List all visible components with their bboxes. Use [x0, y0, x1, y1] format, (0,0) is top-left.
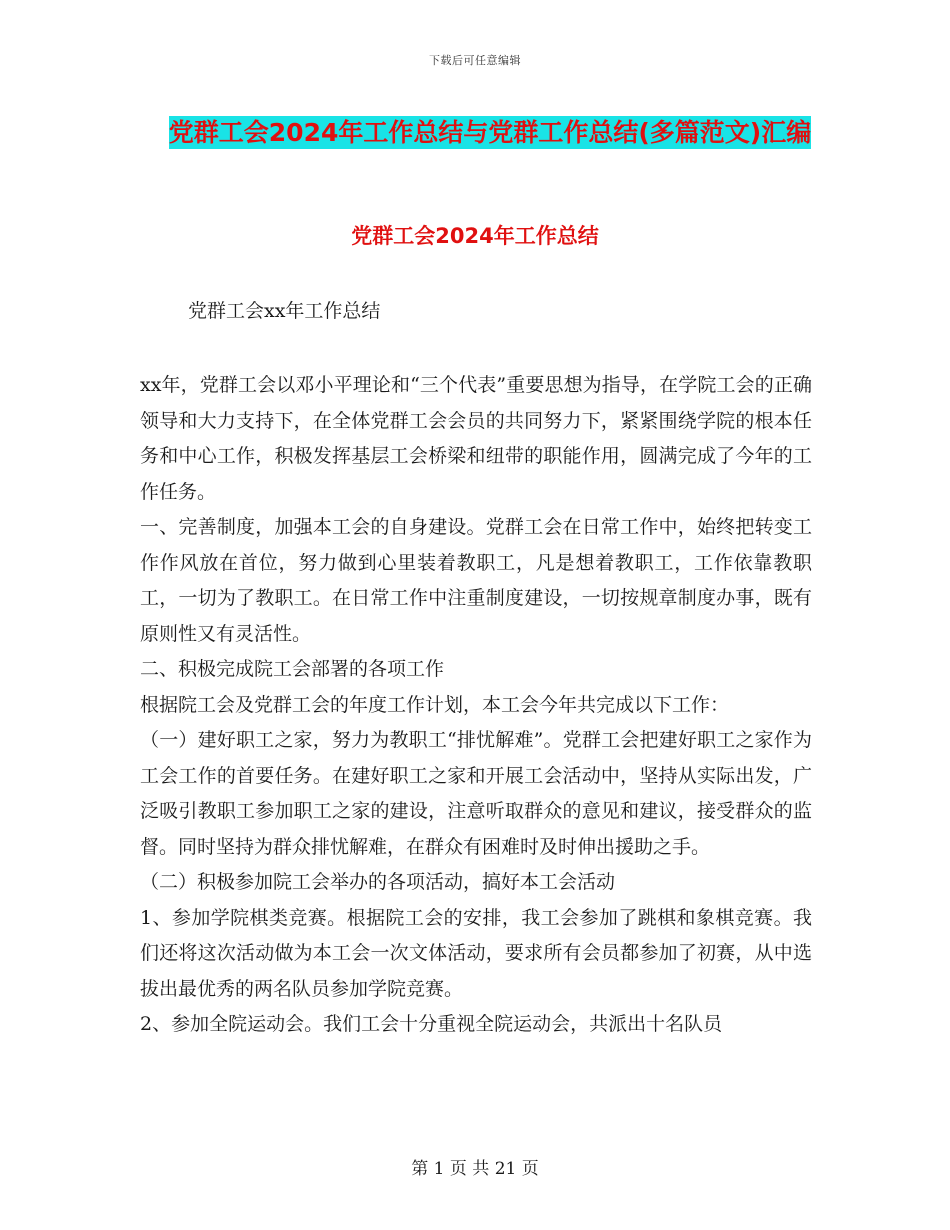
body-paragraph: 根据院工会及党群工会的年度工作计划，本工会今年共完成以下工作：: [140, 693, 730, 716]
section-title: 党群工会2024年工作总结: [351, 224, 599, 248]
intro-line: 党群工会xx年工作总结: [188, 300, 381, 322]
page-number: 第 1 页 共 21 页: [411, 1159, 539, 1179]
body-paragraph: xx年，党群工会以邓小平理论和“三个代表”重要思想为指导，在学院工会的正确领导和大力支持下，在全体党群工会会员的共同努力下，紧紧围绕学院的根本任务和中心工作，积极发挥基层工会桥梁和纽带的职能作用，圆满完成了今年的工作任务。: [140, 374, 812, 503]
header-note: 下载后可任意编辑: [429, 54, 521, 67]
body-paragraph: 1、参加学院棋类竞赛。根据院工会的安排，我工会参加了跳棋和象棋竞赛。我们还将这次活动做为本工会一次文体活动，要求所有会员都参加了初赛，从中选拔出最优秀的两名队员参加学院竞赛。: [140, 906, 812, 1000]
body-paragraph: （二）积极参加院工会举办的各项活动，搞好本工会活动: [140, 871, 616, 893]
document-title: [150, 110, 830, 155]
body-paragraph: 一、完善制度，加强本工会的自身建设。党群工会在日常工作中，始终把转变工作作风放在首位，努力做到心里装着教职工，凡是想着教职工，工作依靠教职工，一切为了教职工。在日常工作中注重制度建设，一切按规章制度办事，既有原则性又有灵活性。: [140, 516, 812, 645]
document-body: [140, 368, 812, 1043]
document-title-text: 党群工会2024年工作总结与党群工作总结(多篇范文)汇编: [168, 118, 812, 147]
body-paragraph: （一）建好职工之家，努力为教职工“排忧解难”。党群工会把建好职工之家作为工会工作的首要任务。在建好职工之家和开展工会活动中，坚持从实际出发，广泛吸引教职工参加职工之家的建设，注意听取群众的意见和建议，接受群众的监督。同时坚持为群众排忧解难，在群众有困难时及时伸出援助之手。: [140, 729, 812, 858]
body-paragraph: 二、积极完成院工会部署的各项工作: [140, 658, 445, 680]
body-paragraph: 2、参加全院运动会。我们工会十分重视全院运动会，共派出十名队员: [140, 1013, 723, 1035]
